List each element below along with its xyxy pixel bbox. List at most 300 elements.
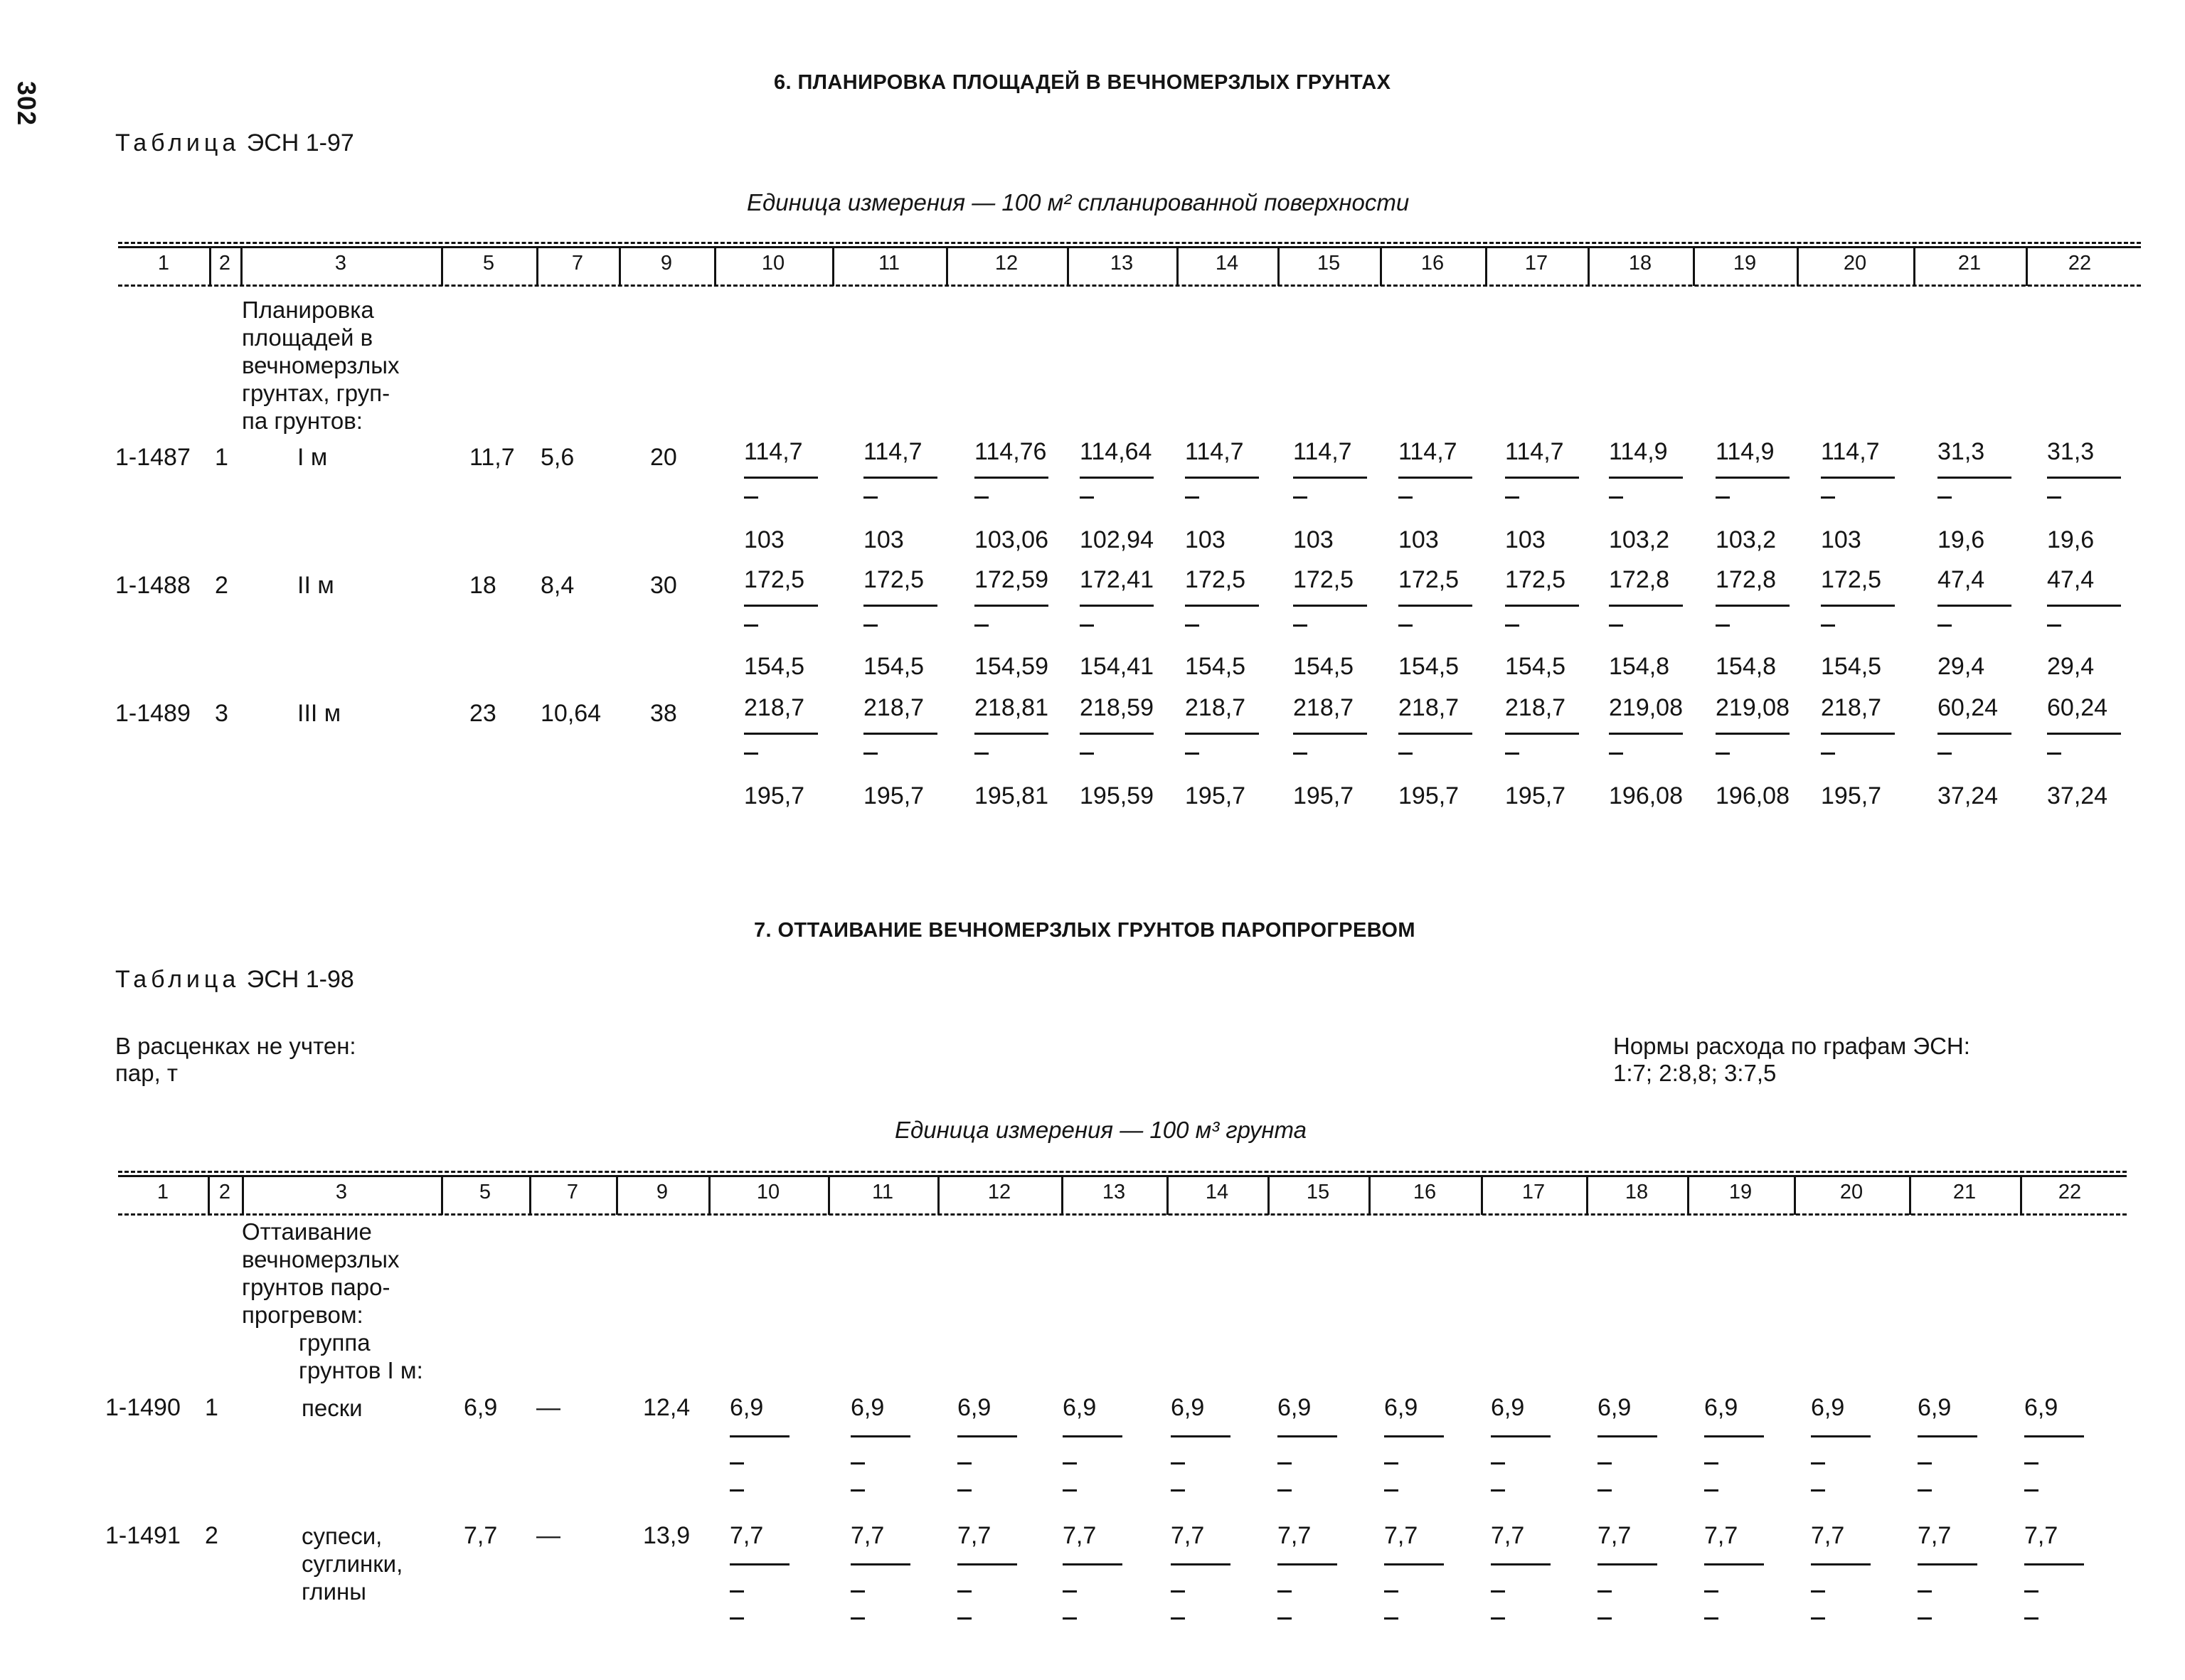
cell-col-5: 18 xyxy=(469,572,496,599)
cell-bottom-value: 103 xyxy=(863,526,904,553)
cell-bottom-value: 19,6 xyxy=(2047,526,2095,553)
bottom-value-dash xyxy=(1918,1489,1932,1492)
cell-top-value: 114,7 xyxy=(1293,438,1352,465)
fraction-dash xyxy=(2024,1590,2038,1593)
bottom-value-dash xyxy=(1704,1489,1718,1492)
cell-bottom-value: 19,6 xyxy=(1937,526,1985,553)
fraction-bar xyxy=(974,477,1048,479)
fraction-bar xyxy=(2024,1563,2084,1565)
table-98-description: Оттаивание вечномерзлых грунтов паро- прогревом: xyxy=(242,1218,400,1328)
table-98-number: ЭСН 1-98 xyxy=(246,966,354,993)
cell-top-value: 7,7 xyxy=(730,1522,764,1549)
table-98-prefix: Таблица xyxy=(115,966,240,993)
fraction-dash xyxy=(1293,496,1307,499)
fraction-dash xyxy=(1171,1590,1185,1593)
bottom-value-dash xyxy=(1277,1489,1292,1492)
cell-bottom-value: 195,7 xyxy=(1505,782,1566,809)
fraction-dash xyxy=(1171,1462,1185,1464)
table-97-description: Планировка площадей в вечномерзлых грунтах, груп- па грунтов: xyxy=(242,297,400,434)
table-97-header-cell-5: 5 xyxy=(482,252,495,275)
fraction-bar xyxy=(1704,1563,1764,1565)
cell-top-value: 6,9 xyxy=(1918,1394,1952,1421)
cell-bottom-value: 103 xyxy=(1293,526,1334,553)
table-98-header-cell-7: 7 xyxy=(566,1181,579,1203)
cell-bottom-value: 103 xyxy=(1185,526,1226,553)
fraction-bar xyxy=(1821,733,1895,735)
cell-top-value: 114,9 xyxy=(1609,438,1668,465)
fraction-bar xyxy=(1277,1435,1337,1437)
cell-top-value: 7,7 xyxy=(1811,1522,1845,1549)
fraction-bar xyxy=(1293,605,1367,607)
table-98-unit: Единица измерения — 100 м³ грунта xyxy=(895,1117,1307,1143)
fraction-dash xyxy=(1185,753,1199,755)
cell-top-value: 31,3 xyxy=(1937,438,1985,465)
table-98-header-cell-20: 20 xyxy=(1839,1181,1864,1203)
table-97-header-cell-2: 2 xyxy=(218,252,231,275)
cell-col-5: 7,7 xyxy=(464,1522,498,1549)
cell-bottom-value: 196,08 xyxy=(1609,782,1683,809)
bottom-value-dash xyxy=(851,1489,865,1492)
cell-top-value: 219,08 xyxy=(1609,694,1683,721)
fraction-dash xyxy=(1080,753,1094,755)
cell-bottom-value: 195,7 xyxy=(1293,782,1354,809)
fraction-dash xyxy=(1609,753,1623,755)
cell-bottom-value: 195,81 xyxy=(974,782,1048,809)
fraction-bar xyxy=(1398,605,1472,607)
cell-top-value: 6,9 xyxy=(957,1394,992,1421)
cell-top-value: 172,5 xyxy=(1185,566,1246,593)
fraction-bar xyxy=(1293,733,1367,735)
table-98-header-cell-12: 12 xyxy=(987,1181,1011,1203)
fraction-dash xyxy=(1918,1462,1932,1464)
cell-top-value: 47,4 xyxy=(1937,566,1985,593)
fraction-bar xyxy=(744,477,818,479)
row-soil-group: III м xyxy=(297,700,341,727)
cell-top-value: 6,9 xyxy=(2024,1394,2058,1421)
cell-bottom-value: 154,5 xyxy=(1293,653,1354,680)
fraction-dash xyxy=(1293,753,1307,755)
fraction-dash xyxy=(1704,1590,1718,1593)
fraction-bar xyxy=(1505,733,1579,735)
cell-top-value: 60,24 xyxy=(1937,694,1999,721)
fraction-bar xyxy=(744,733,818,735)
fraction-dash xyxy=(1505,624,1519,627)
fraction-bar xyxy=(1918,1435,1977,1437)
table-97-number: ЭСН 1-97 xyxy=(246,129,354,156)
fraction-bar xyxy=(1398,733,1472,735)
table-97-header-cell-15: 15 xyxy=(1317,252,1341,275)
cell-bottom-value: 154,5 xyxy=(1398,653,1460,680)
cell-top-value: 114,7 xyxy=(1821,438,1880,465)
cell-top-value: 114,7 xyxy=(1398,438,1457,465)
cell-top-value: 6,9 xyxy=(851,1394,885,1421)
cell-top-value: 6,9 xyxy=(1597,1394,1632,1421)
table-97-header-cell-22: 22 xyxy=(2068,252,2092,275)
cell-top-value: 218,7 xyxy=(1505,694,1566,721)
table-98-header-cell-22: 22 xyxy=(2058,1181,2082,1203)
fraction-bar xyxy=(1937,605,2011,607)
fraction-bar xyxy=(1811,1435,1871,1437)
bottom-value-dash xyxy=(1277,1617,1292,1620)
cell-top-value: 172,5 xyxy=(1821,566,1882,593)
fraction-dash xyxy=(1080,624,1094,627)
bottom-value-dash xyxy=(1171,1617,1185,1620)
cell-top-value: 218,81 xyxy=(974,694,1048,721)
section-6-title: 6. ПЛАНИРОВКА ПЛОЩАДЕЙ В ВЕЧНОМЕРЗЛЫХ ГРУНТАХ xyxy=(774,71,1391,94)
fraction-bar xyxy=(1704,1435,1764,1437)
fraction-bar xyxy=(863,477,937,479)
fraction-bar xyxy=(1716,477,1790,479)
cell-top-value: 172,5 xyxy=(1398,566,1460,593)
cell-top-value: 31,3 xyxy=(2047,438,2095,465)
fraction-bar xyxy=(1491,1435,1551,1437)
fraction-dash xyxy=(1277,1590,1292,1593)
table-97-header-cell-12: 12 xyxy=(994,252,1019,275)
fraction-bar xyxy=(2047,605,2121,607)
cell-top-value: 218,7 xyxy=(1398,694,1460,721)
fraction-bar xyxy=(1080,477,1154,479)
table-98-header-cell-16: 16 xyxy=(1413,1181,1437,1203)
cell-col-9: 30 xyxy=(650,572,677,599)
fraction-dash xyxy=(1918,1590,1932,1593)
fraction-dash xyxy=(1185,624,1199,627)
cell-col-7: 10,64 xyxy=(541,700,602,727)
bottom-value-dash xyxy=(1597,1489,1612,1492)
bottom-value-dash xyxy=(730,1489,744,1492)
fraction-dash xyxy=(2047,496,2061,499)
table-98-group-label: группа грунтов I м: xyxy=(299,1329,423,1383)
table-97-header-cell-13: 13 xyxy=(1110,252,1134,275)
cell-top-value: 172,5 xyxy=(863,566,925,593)
fraction-bar xyxy=(1171,1563,1230,1565)
fraction-bar xyxy=(1597,1563,1657,1565)
bottom-value-dash xyxy=(730,1617,744,1620)
fraction-bar xyxy=(863,733,937,735)
cell-col-9: 12,4 xyxy=(643,1394,691,1421)
row-code: 1-1490 xyxy=(105,1394,181,1421)
cell-top-value: 172,41 xyxy=(1080,566,1154,593)
fraction-dash xyxy=(2024,1462,2038,1464)
row-number: 1 xyxy=(205,1394,218,1421)
fraction-dash xyxy=(957,1590,972,1593)
cell-top-value: 218,7 xyxy=(744,694,805,721)
bottom-value-dash xyxy=(1918,1617,1932,1620)
fraction-dash xyxy=(1384,1462,1398,1464)
cell-top-value: 7,7 xyxy=(1063,1522,1097,1549)
cell-bottom-value: 195,59 xyxy=(1080,782,1154,809)
fraction-dash xyxy=(1398,753,1413,755)
fraction-bar xyxy=(974,733,1048,735)
cell-top-value: 218,7 xyxy=(1185,694,1246,721)
cell-top-value: 218,59 xyxy=(1080,694,1154,721)
row-code: 1-1489 xyxy=(115,700,191,727)
cell-bottom-value: 154,5 xyxy=(1185,653,1246,680)
cell-col-7: — xyxy=(536,1394,560,1421)
cell-top-value: 218,7 xyxy=(1293,694,1354,721)
fraction-dash xyxy=(1491,1462,1505,1464)
fraction-bar xyxy=(1505,605,1579,607)
bottom-value-dash xyxy=(1384,1617,1398,1620)
cell-bottom-value: 196,08 xyxy=(1716,782,1790,809)
fraction-bar xyxy=(1716,733,1790,735)
table-97-header-cell-16: 16 xyxy=(1420,252,1445,275)
table-97-header-cell-17: 17 xyxy=(1524,252,1548,275)
cell-bottom-value: 195,7 xyxy=(863,782,925,809)
fraction-dash xyxy=(1704,1462,1718,1464)
fraction-bar xyxy=(1398,477,1472,479)
table-98-header-bottom-rule xyxy=(118,1213,2127,1216)
fraction-dash xyxy=(1398,624,1413,627)
fraction-dash xyxy=(974,496,989,499)
cell-bottom-value: 37,24 xyxy=(2047,782,2108,809)
cell-bottom-value: 103,2 xyxy=(1716,526,1777,553)
fraction-dash xyxy=(1080,496,1094,499)
bottom-value-dash xyxy=(1384,1489,1398,1492)
fraction-bar xyxy=(1080,605,1154,607)
fraction-dash xyxy=(1821,624,1835,627)
cell-col-7: 8,4 xyxy=(541,572,575,599)
fraction-dash xyxy=(957,1462,972,1464)
table-97-header-top-rule-solid xyxy=(118,246,2141,248)
cell-bottom-value: 154,8 xyxy=(1716,653,1777,680)
bottom-value-dash xyxy=(1597,1617,1612,1620)
fraction-dash xyxy=(1277,1462,1292,1464)
fraction-dash xyxy=(1937,624,1952,627)
fraction-bar xyxy=(1609,733,1683,735)
cell-top-value: 6,9 xyxy=(1491,1394,1525,1421)
fraction-dash xyxy=(974,624,989,627)
cell-top-value: 60,24 xyxy=(2047,694,2108,721)
fraction-dash xyxy=(863,753,878,755)
fraction-bar xyxy=(1171,1435,1230,1437)
fraction-dash xyxy=(1505,496,1519,499)
fraction-bar xyxy=(2047,477,2121,479)
fraction-dash xyxy=(744,624,758,627)
fraction-dash xyxy=(1937,496,1952,499)
fraction-dash xyxy=(1597,1462,1612,1464)
cell-top-value: 114,9 xyxy=(1716,438,1775,465)
table-98-header-cell-17: 17 xyxy=(1521,1181,1546,1203)
table-98-header-top-rule-solid xyxy=(118,1175,2127,1177)
fraction-bar xyxy=(1609,477,1683,479)
cell-bottom-value: 103 xyxy=(1821,526,1861,553)
bottom-value-dash xyxy=(1491,1617,1505,1620)
row-code: 1-1487 xyxy=(115,444,191,471)
cell-top-value: 172,5 xyxy=(1505,566,1566,593)
cell-bottom-value: 154,5 xyxy=(1821,653,1882,680)
row-code: 1-1488 xyxy=(115,572,191,599)
fraction-dash xyxy=(1398,496,1413,499)
cell-top-value: 7,7 xyxy=(1918,1522,1952,1549)
bottom-value-dash xyxy=(1063,1617,1077,1620)
cell-col-5: 23 xyxy=(469,700,496,727)
fraction-bar xyxy=(1384,1563,1444,1565)
page-number: 302 xyxy=(12,81,41,127)
cell-top-value: 7,7 xyxy=(2024,1522,2058,1549)
cell-top-value: 114,64 xyxy=(1080,438,1152,465)
cell-col-9: 13,9 xyxy=(643,1522,691,1549)
table-98-header-cell-1: 1 xyxy=(156,1181,169,1203)
bottom-value-dash xyxy=(2024,1617,2038,1620)
table-97-header-top-rule xyxy=(118,242,2141,244)
table-98-header-cell-14: 14 xyxy=(1205,1181,1229,1203)
bottom-value-dash xyxy=(1171,1489,1185,1492)
fraction-bar xyxy=(1821,605,1895,607)
row-soil-group: I м xyxy=(297,444,328,471)
fraction-dash xyxy=(1716,624,1730,627)
table-97-header-cell-19: 19 xyxy=(1733,252,1757,275)
table-97-header-cell-1: 1 xyxy=(157,252,170,275)
cell-bottom-value: 195,7 xyxy=(1398,782,1460,809)
cell-top-value: 7,7 xyxy=(1384,1522,1418,1549)
table-97-header-cell-10: 10 xyxy=(761,252,785,275)
fraction-dash xyxy=(1821,753,1835,755)
bottom-value-dash xyxy=(2024,1489,2038,1492)
cell-top-value: 6,9 xyxy=(1384,1394,1418,1421)
fraction-bar xyxy=(1811,1563,1871,1565)
fraction-dash xyxy=(1293,624,1307,627)
table-98-header-cell-9: 9 xyxy=(656,1181,669,1203)
cell-top-value: 172,5 xyxy=(744,566,805,593)
fraction-dash xyxy=(1716,496,1730,499)
cell-bottom-value: 154,59 xyxy=(974,653,1048,680)
fraction-bar xyxy=(730,1435,790,1437)
cell-bottom-value: 103,06 xyxy=(974,526,1048,553)
fraction-bar xyxy=(851,1435,910,1437)
cell-top-value: 172,59 xyxy=(974,566,1048,593)
fraction-dash xyxy=(744,753,758,755)
cell-bottom-value: 154,5 xyxy=(744,653,805,680)
table-98-header-cell-3: 3 xyxy=(335,1181,348,1203)
row-number: 1 xyxy=(215,444,228,471)
cell-bottom-value: 29,4 xyxy=(1937,653,1985,680)
fraction-bar xyxy=(2047,733,2121,735)
cell-top-value: 7,7 xyxy=(1277,1522,1312,1549)
cell-bottom-value: 195,7 xyxy=(744,782,805,809)
fraction-dash xyxy=(1811,1590,1825,1593)
fraction-bar xyxy=(1185,605,1259,607)
fraction-dash xyxy=(2047,624,2061,627)
table-97-label xyxy=(115,129,354,157)
fraction-dash xyxy=(1609,624,1623,627)
cell-col-7: 5,6 xyxy=(541,444,575,471)
table-98-header-cell-11: 11 xyxy=(871,1181,894,1203)
cell-bottom-value: 154,8 xyxy=(1609,653,1670,680)
table-97-header-cell-3: 3 xyxy=(334,252,347,275)
bottom-value-dash xyxy=(957,1617,972,1620)
fraction-dash xyxy=(1597,1590,1612,1593)
cell-top-value: 7,7 xyxy=(1171,1522,1205,1549)
table-98-header-cell-2: 2 xyxy=(218,1181,231,1203)
cell-top-value: 6,9 xyxy=(730,1394,764,1421)
fraction-bar xyxy=(1821,477,1895,479)
cell-bottom-value: 103 xyxy=(1505,526,1546,553)
cell-bottom-value: 154,5 xyxy=(1505,653,1566,680)
fraction-dash xyxy=(1937,753,1952,755)
bottom-value-dash xyxy=(1491,1489,1505,1492)
fraction-bar xyxy=(744,605,818,607)
cell-top-value: 6,9 xyxy=(1811,1394,1845,1421)
fraction-bar xyxy=(1185,733,1259,735)
table-98-header-top-rule xyxy=(118,1171,2127,1173)
fraction-dash xyxy=(744,496,758,499)
fraction-dash xyxy=(730,1462,744,1464)
fraction-bar xyxy=(974,605,1048,607)
cell-bottom-value: 102,94 xyxy=(1080,526,1154,553)
fraction-bar xyxy=(851,1563,910,1565)
table-98-header-cell-21: 21 xyxy=(1952,1181,1977,1203)
cell-top-value: 6,9 xyxy=(1277,1394,1312,1421)
table-97-header-bottom-rule xyxy=(118,285,2141,287)
cell-col-5: 11,7 xyxy=(469,444,515,471)
table-97-header-cell-9: 9 xyxy=(660,252,673,275)
row-soil-type: пески xyxy=(302,1395,363,1421)
cell-top-value: 47,4 xyxy=(2047,566,2095,593)
fraction-dash xyxy=(974,753,989,755)
cell-bottom-value: 29,4 xyxy=(2047,653,2095,680)
cell-top-value: 6,9 xyxy=(1063,1394,1097,1421)
table-98-header-cell-5: 5 xyxy=(479,1181,491,1203)
cell-bottom-value: 103 xyxy=(1398,526,1439,553)
cell-top-value: 114,7 xyxy=(744,438,803,465)
bottom-value-dash xyxy=(957,1489,972,1492)
fraction-dash xyxy=(863,496,878,499)
table-98-header-cell-10: 10 xyxy=(756,1181,780,1203)
cell-top-value: 7,7 xyxy=(1491,1522,1525,1549)
fraction-bar xyxy=(1063,1435,1122,1437)
table-98-note-right: Нормы расхода по графам ЭСН: 1:7; 2:8,8; 3:7,5 xyxy=(1613,1033,1970,1086)
fraction-bar xyxy=(1609,605,1683,607)
fraction-bar xyxy=(957,1563,1017,1565)
row-code: 1-1491 xyxy=(105,1522,181,1549)
cell-top-value: 219,08 xyxy=(1716,694,1790,721)
bottom-value-dash xyxy=(1063,1489,1077,1492)
fraction-bar xyxy=(1063,1563,1122,1565)
table-97-header-cell-18: 18 xyxy=(1628,252,1652,275)
table-98-header-cell-19: 19 xyxy=(1728,1181,1753,1203)
fraction-bar xyxy=(1937,477,2011,479)
cell-top-value: 172,8 xyxy=(1716,566,1777,593)
row-number: 3 xyxy=(215,700,228,727)
fraction-bar xyxy=(2024,1435,2084,1437)
fraction-bar xyxy=(1080,733,1154,735)
fraction-bar xyxy=(957,1435,1017,1437)
bottom-value-dash xyxy=(851,1617,865,1620)
cell-col-9: 20 xyxy=(650,444,677,471)
table-97-header-cell-14: 14 xyxy=(1215,252,1239,275)
fraction-dash xyxy=(1491,1590,1505,1593)
fraction-bar xyxy=(1185,477,1259,479)
cell-bottom-value: 195,7 xyxy=(1185,782,1246,809)
fraction-dash xyxy=(1384,1590,1398,1593)
cell-bottom-value: 37,24 xyxy=(1937,782,1999,809)
fraction-dash xyxy=(1063,1462,1077,1464)
table-98-note-left: В расценках не учтен: пар, т xyxy=(115,1033,356,1086)
fraction-dash xyxy=(730,1590,744,1593)
cell-col-7: — xyxy=(536,1522,560,1549)
section-7-title: 7. ОТТАИВАНИЕ ВЕЧНОМЕРЗЛЫХ ГРУНТОВ ПАРОПРОГРЕВОМ xyxy=(754,919,1415,942)
fraction-dash xyxy=(1821,496,1835,499)
cell-top-value: 172,5 xyxy=(1293,566,1354,593)
fraction-dash xyxy=(2047,753,2061,755)
fraction-bar xyxy=(1491,1563,1551,1565)
cell-bottom-value: 195,7 xyxy=(1821,782,1882,809)
cell-top-value: 7,7 xyxy=(1597,1522,1632,1549)
table-97-unit: Единица измерения — 100 м² спланированной поверхности xyxy=(747,189,1410,216)
fraction-bar xyxy=(1716,605,1790,607)
table-98-header-cell-15: 15 xyxy=(1306,1181,1330,1203)
cell-bottom-value: 103,2 xyxy=(1609,526,1670,553)
